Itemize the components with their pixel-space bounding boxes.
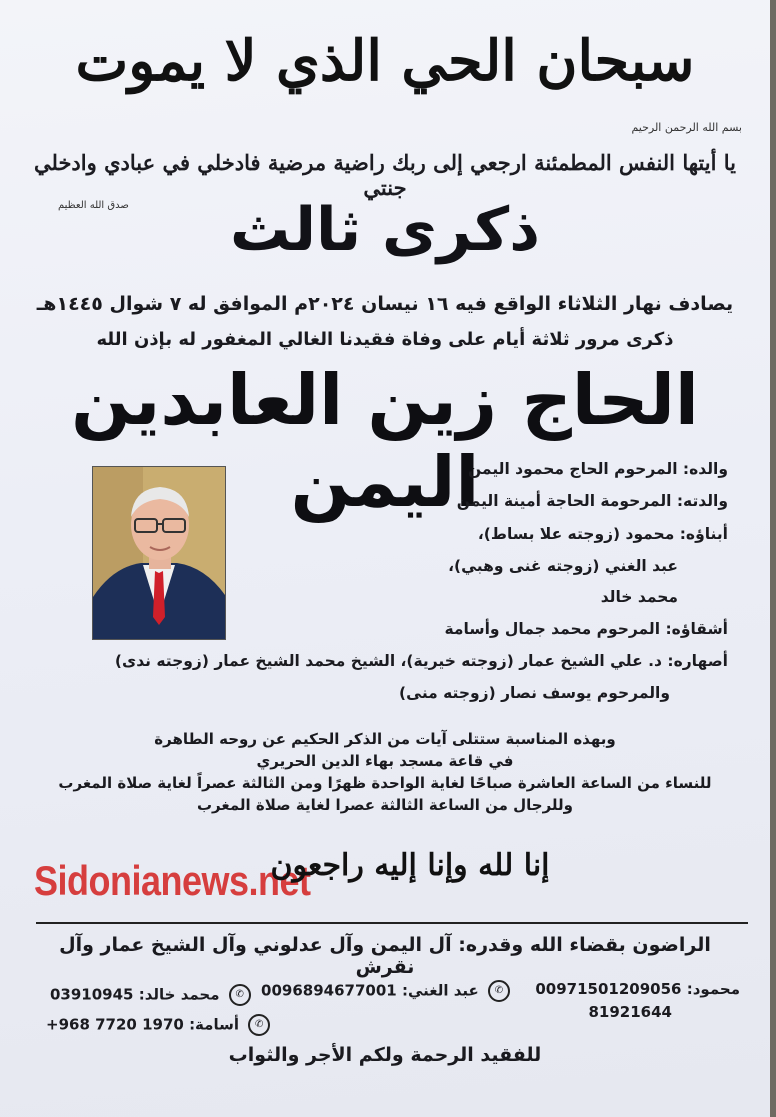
whatsapp-icon: ✆ bbox=[488, 980, 510, 1002]
mourners-line: الراضون بقضاء الله وقدره: آل اليمن وآل عدلوني وآل الشيخ عمار وآل نقرش bbox=[59, 934, 711, 978]
mother-label: والدته: bbox=[676, 492, 728, 510]
watermark: Sidonianews.net bbox=[34, 857, 311, 905]
contact-mahmoud bbox=[535, 980, 740, 998]
son-1: محمود (زوجته علا بساط)، bbox=[477, 525, 675, 543]
contact-mahmoud-2 bbox=[589, 1003, 673, 1021]
brothers-label: أشقاؤه: bbox=[665, 620, 728, 638]
contact-mohammad-khaled-label: محمد خالد: bbox=[138, 985, 220, 1004]
closing-calligraphy: إنا لله وإنا إليه راجعون bbox=[270, 848, 550, 883]
contact-mohammad-khaled-phone: 03910945 bbox=[50, 985, 134, 1004]
remembrance-line: ذكرى مرور ثلاثة أيام على وفاة فقيدنا الغالي المغفور له بإذن الله bbox=[96, 329, 674, 350]
contact-mahmoud-label: محمود: bbox=[686, 980, 740, 998]
sons-row bbox=[478, 525, 728, 543]
contact-osama-label: أسامة: bbox=[189, 1015, 239, 1034]
father-name: المرحوم الحاج محمود اليمن bbox=[467, 460, 678, 478]
occasion-title: ذكرى ثالث bbox=[230, 195, 540, 265]
contact-mohammad-khaled bbox=[50, 984, 255, 1006]
inlaws-row bbox=[115, 652, 728, 670]
sadaqa-text: صدق الله العظيم bbox=[58, 200, 129, 211]
event-line-2: في قاعة مسجد بهاء الدين الحريري bbox=[256, 752, 514, 770]
brothers-row bbox=[445, 620, 728, 638]
basmala: بسم الله الرحمن الرحيم bbox=[631, 121, 742, 134]
contact-osama bbox=[46, 1014, 274, 1036]
event-details bbox=[40, 728, 730, 816]
contact-mahmoud-phone-1: 00971501209056 bbox=[535, 980, 682, 998]
date-line: يصادف نهار الثلاثاء الواقع فيه ١٦ نيسان ٢٠٢٤م الموافق له ٧ شوال ١٤٤٥هـ bbox=[36, 293, 734, 315]
contact-mahmoud-phone-2: 81921644 bbox=[588, 1003, 672, 1021]
header-calligraphy: سبحان الحي الذي لا يموت bbox=[75, 28, 695, 94]
father-label: والده: bbox=[682, 460, 728, 478]
inlaws-line-1: د. علي الشيخ عمار (زوجته خيرية)، الشيخ محمد الشيخ عمار (زوجته ندى) bbox=[114, 652, 662, 670]
son-2: عبد الغني (زوجته غنى وهبي)، bbox=[448, 557, 678, 575]
contact-abdulghani bbox=[261, 980, 514, 1002]
contact-abdulghani-phone: 0096894677001 bbox=[261, 981, 397, 1000]
contact-abdulghani-label: عبد الغني: bbox=[401, 981, 479, 1000]
mother-name: المرحومة الحاجة أمينة اليمن bbox=[456, 492, 672, 510]
mother-row bbox=[457, 492, 728, 510]
whatsapp-icon: ✆ bbox=[229, 984, 251, 1006]
son-3: محمد خالد bbox=[600, 588, 678, 606]
divider bbox=[36, 922, 748, 924]
sons-label: أبناؤه: bbox=[679, 525, 728, 543]
event-line-4: وللرجال من الساعة الثالثة عصرا لغاية صلاة المغرب bbox=[196, 796, 573, 814]
inlaws-label: أصهاره: bbox=[667, 652, 728, 670]
footer-condolence: للفقيد الرحمة ولكم الأجر والثواب bbox=[228, 1044, 542, 1066]
father-row bbox=[468, 460, 728, 478]
brothers-names: المرحوم محمد جمال وأسامة bbox=[444, 620, 661, 638]
contact-osama-phone: +968 7720 1970 bbox=[46, 1015, 184, 1034]
whatsapp-icon: ✆ bbox=[248, 1014, 270, 1036]
inlaws-line-2: والمرحوم يوسف نصار (زوجته منى) bbox=[399, 684, 670, 702]
deceased-portrait bbox=[92, 466, 226, 640]
quran-verse: يا أيتها النفس المطمئنة ارجعي إلى ربك راضية مرضية فادخلي في عبادي وادخلي جنتي bbox=[34, 150, 736, 200]
event-line-3: للنساء من الساعة العاشرة صباحًا لغاية الواحدة ظهرًا ومن الثالثة عصراً لغاية صلاة المغرب bbox=[58, 774, 712, 792]
portrait-illustration bbox=[93, 467, 225, 639]
deceased-name: الحاج زين العابدين اليمن bbox=[71, 359, 699, 523]
event-line-1: وبهذه المناسبة ستتلى آيات من الذكر الحكيم عن روحه الطاهرة bbox=[154, 730, 616, 748]
